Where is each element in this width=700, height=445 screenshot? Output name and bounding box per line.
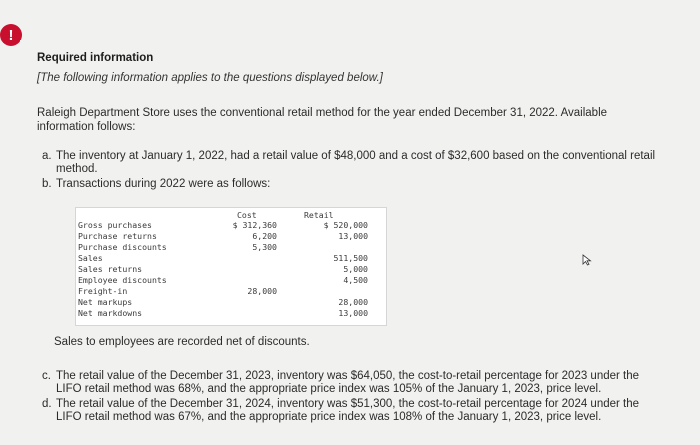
intro-paragraph: Raleigh Department Store uses the conventional retail method for the year ended December 31, 2022. Available information follows: xyxy=(37,107,608,133)
item-d xyxy=(42,398,692,424)
table-cell-retail: 13,000 xyxy=(338,308,368,318)
item-c xyxy=(42,370,692,396)
table-cell-retail: $ 520,000 xyxy=(323,220,368,230)
item-d-line1: The retail value of the December 31, 2024, inventory was $51,300, the cost-to-retail percentage for 2024 under the xyxy=(56,398,640,410)
item-b xyxy=(42,178,642,191)
item-a-marker: a. xyxy=(42,150,52,162)
item-a-text: The inventory at January 1, 2022, had a retail value of $48,000 and a cost of $32,600 based on the conventional retail xyxy=(56,150,656,162)
item-c-marker: c. xyxy=(42,370,51,382)
required-information-panel xyxy=(20,40,700,445)
table-cell-cost: $ 312,360 xyxy=(232,220,277,230)
table-row-label: Net markdowns xyxy=(78,308,143,318)
table-cell-retail: 13,000 xyxy=(338,231,368,241)
item-d-line2: LIFO retail method was 67%, and the appropriate price index was 108% of the January 1, 2023, price level. xyxy=(56,411,602,423)
item-a xyxy=(42,150,692,176)
transactions-table xyxy=(75,207,387,326)
table-cell-retail: 5,000 xyxy=(343,264,368,274)
table-row-label: Gross purchases xyxy=(78,220,152,230)
table-cell-cost: 28,000 xyxy=(247,286,277,296)
table-row-label: Net markups xyxy=(78,297,133,307)
item-c-line1: The retail value of the December 31, 2023, inventory was $64,050, the cost-to-retail percentage for 2023 under the xyxy=(56,370,640,382)
table-row-label: Purchase discounts xyxy=(78,242,167,252)
table-row-label: Sales xyxy=(78,253,103,263)
column-header-cost: Cost xyxy=(237,210,257,220)
applies-note: [The following information applies to the questions displayed below.] xyxy=(37,72,383,84)
table-cell-retail: 511,500 xyxy=(333,253,368,263)
alert-icon-glyph: ! xyxy=(8,26,14,44)
item-b-marker: b. xyxy=(42,178,52,190)
column-header-retail: Retail xyxy=(304,210,334,220)
table-row-label: Purchase returns xyxy=(78,231,157,241)
section-heading: Required information xyxy=(37,52,154,64)
table-row-label: Sales returns xyxy=(78,264,143,274)
item-c-line2: LIFO retail method was 68%, and the appropriate price index was 105% of the January 1, 2023, price level. xyxy=(56,383,602,395)
table-cell-retail: 4,500 xyxy=(343,275,368,285)
alert-icon xyxy=(0,24,22,46)
item-b-text: Transactions during 2022 were as follows: xyxy=(56,178,271,190)
item-a-continuation: method. xyxy=(56,163,98,175)
table-cell-cost: 5,300 xyxy=(252,242,277,252)
table-row-label: Freight-in xyxy=(78,286,128,296)
table-row-label: Employee discounts xyxy=(78,275,167,285)
table-cell-retail: 28,000 xyxy=(338,297,368,307)
table-cell-cost: 6,200 xyxy=(252,231,277,241)
mouse-cursor-icon xyxy=(582,254,592,266)
item-d-marker: d. xyxy=(42,398,52,410)
employee-sales-note: Sales to employees are recorded net of discounts. xyxy=(54,336,310,348)
